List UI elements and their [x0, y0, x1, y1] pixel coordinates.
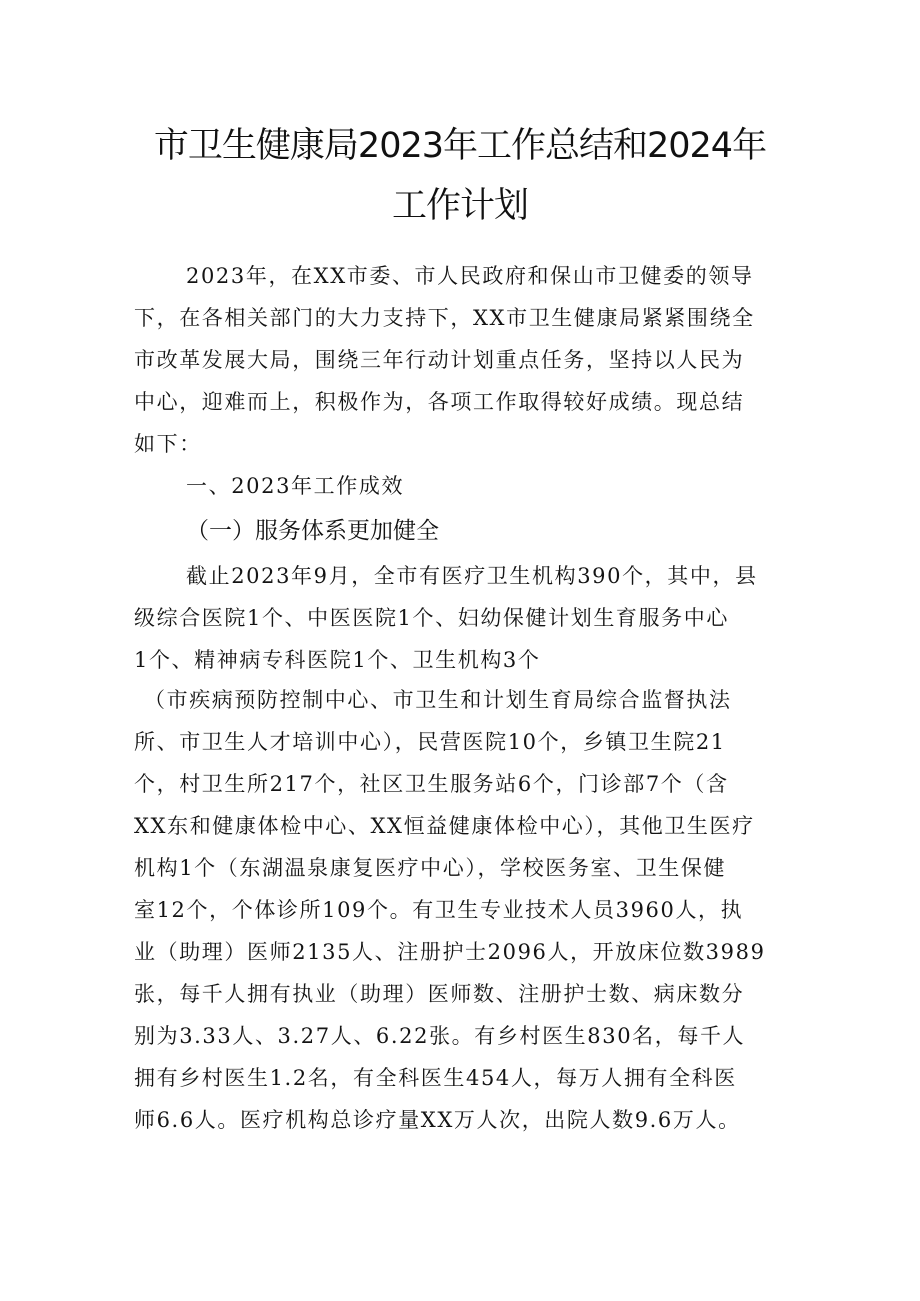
intro-line-1: 2023年，在XX市委、市人民政府和保山市卫健委的领导 — [186, 264, 754, 288]
body-line-11: 张，每千人拥有执业（助理）医师数、注册护士数、病床数分 — [134, 982, 745, 1006]
body-line-13: 拥有乡村医生1.2名，有全科医生454人，每万人拥有全科医 — [134, 1066, 737, 1090]
body-line-8: 机构1个（东湖温泉康复医疗中心），学校医务室、卫生保健 — [134, 856, 727, 880]
body-line-10: 业（助理）医师2135人、注册护士2096人，开放床位数3989 — [134, 940, 766, 964]
document-title-line-2: 工作计划 — [391, 186, 528, 226]
intro-line-4: 中心，迎难而上，积极作为，各项工作取得较好成绩。现总结 — [134, 390, 745, 414]
body-line-12: 别为3.33人、3.27人、6.22张。有乡村医生830名，每千人 — [134, 1024, 746, 1048]
body-line-7: XX东和健康体检中心、XX恒益健康体检中心），其他卫生医疗 — [134, 814, 755, 838]
body-line-5: 所、市卫生人才培训中心），民营医院10个，乡镇卫生院21 — [134, 730, 726, 754]
section-heading: 一、2023年工作成效 — [186, 474, 405, 498]
body-line-4: （市疾病预防控制中心、市卫生和计划生育局综合监督执法 — [144, 688, 732, 712]
document-title-line-1: 市卫生健康局2023年工作总结和2024年 — [153, 126, 767, 166]
body-line-3: 1个、精神病专科医院1个、卫生机构3个 — [134, 648, 541, 672]
body-line-14: 师6.6人。医疗机构总诊疗量XX万人次，出院人数9.6万人。 — [134, 1108, 741, 1132]
body-line-6: 个，村卫生所217个，社区卫生服务站6个，门诊部7个（含 — [134, 772, 729, 796]
subsection-heading: （一）服务体系更加健全 — [186, 518, 439, 544]
body-line-2: 级综合医院1个、中医医院1个、妇幼保健计划生育服务中心 — [134, 606, 729, 630]
body-line-9: 室12个，个体诊所109个。有卫生专业技术人员3960人，执 — [134, 898, 744, 922]
body-line-1: 截止2023年9月，全市有医疗卫生机构390个，其中，县 — [186, 564, 758, 588]
intro-line-3: 市改革发展大局，围绕三年行动计划重点任务，坚持以人民为 — [134, 348, 745, 372]
intro-line-2: 下，在各相关部门的大力支持下，XX市卫生健康局紧紧围绕全 — [134, 306, 755, 330]
intro-line-5: 如下： — [134, 432, 202, 456]
